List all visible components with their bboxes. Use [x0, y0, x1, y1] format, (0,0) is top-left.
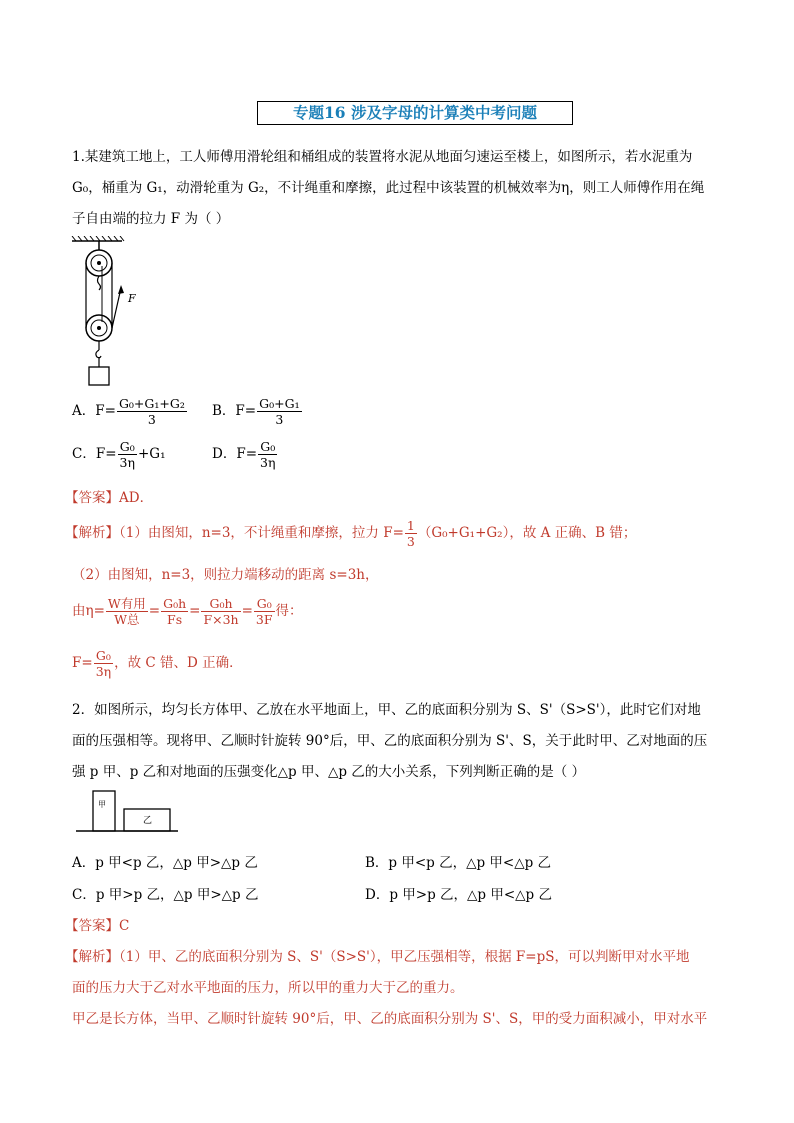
- option-d-prefix: D．F=: [212, 446, 258, 462]
- one-third-numerator: 1: [406, 518, 415, 533]
- q1-option-b[interactable]: [212, 396, 303, 427]
- efficiency-suffix: 得：: [275, 603, 303, 619]
- q2-analysis-line2: 面的压力大于乙对水平地面的压力，所以甲的重力大于乙的重力。: [72, 980, 464, 996]
- q2-stem-line3: 强 p 甲、p 乙和对地面的压强变化△p 甲、△p 乙的大小关系，下列判断正确的是（ ）: [72, 764, 586, 780]
- option-a-prefix: A．F=: [72, 403, 116, 419]
- result-fraction: [94, 648, 113, 679]
- q1-answer: [65, 486, 153, 506]
- page-title: 专题16 涉及字母的计算类中考问题: [257, 101, 573, 125]
- efficiency-fraction-2-numerator: G₀h: [163, 596, 187, 611]
- efficiency-fraction-4-denominator: 3F: [255, 612, 273, 627]
- option-c-suffix: +G₁: [137, 446, 166, 462]
- efficiency-fraction-3-numerator: G₀h: [201, 596, 240, 612]
- one-third-denominator: 3: [406, 534, 415, 549]
- efficiency-fraction-1: [106, 596, 148, 627]
- q2-analysis-line3: 甲乙是长方体，当甲、乙顺时针旋转 90°后，甲、乙的底面积分别为 S'、S，甲的受力面积减小，甲对水平: [72, 1011, 708, 1027]
- option-d-numerator: G₀: [258, 439, 277, 455]
- q1-analysis-line2: （2）由图知，n=3，则拉力端移动的距离 s=3h，: [72, 567, 379, 583]
- q1-stem-line1: 1.某建筑工地上，工人师傅用滑轮组和桶组成的装置将水泥从地面匀速运至楼上，如图所示，若水泥重为: [72, 149, 693, 165]
- force-label: F: [128, 292, 136, 305]
- efficiency-fraction-1-denominator: W总: [114, 612, 140, 627]
- q2-analysis-tag: 【解析】: [65, 949, 119, 965]
- hook-icon: [96, 350, 101, 358]
- q2-analysis1-text: （1）甲、乙的底面积分别为 S、S'（S>S'），甲乙压强相等，根据 F=pS，可以判断甲对水平地: [119, 949, 690, 965]
- efficiency-fraction-3: [201, 596, 240, 627]
- q1-stem-line2: G₀，桶重为 G₁，动滑轮重为 G₂，不计绳重和摩擦，此过程中该装置的机械效率为η，则工人师傅作用在绳: [72, 180, 705, 196]
- q2-answer: [65, 914, 129, 934]
- efficiency-fraction-2: [161, 596, 188, 627]
- analysis1-suffix: （G₀+G₁+G₂），故 A 正确、B 错；: [417, 525, 637, 541]
- option-b-numerator: G₀+G₁: [259, 396, 300, 411]
- option-d-fraction: [258, 439, 277, 470]
- force-arrow-icon: [118, 285, 124, 294]
- blocks-diagram: [74, 788, 184, 838]
- q2-option-a[interactable]: A．p 甲<p 乙，△p 甲>△p 乙: [72, 855, 258, 871]
- option-a-denominator: 3: [147, 412, 156, 427]
- option-a-numerator: G₀+G₁+G₂: [118, 396, 185, 411]
- option-b-denominator: 3: [275, 412, 284, 427]
- result-prefix: F=: [72, 655, 93, 671]
- analysis1-prefix: （1）由图知，n=3，不计绳重和摩擦，拉力 F=: [119, 525, 404, 541]
- q1-analysis-line1: [65, 518, 636, 549]
- q1-option-a[interactable]: [72, 396, 188, 427]
- q2-stem-line1: 2．如图所示，均匀长方体甲、乙放在水平地面上，甲、乙的底面积分别为 S、S'（S>S'），此时它们对地: [72, 702, 701, 718]
- q1-analysis-line4: [72, 648, 243, 679]
- block-jia-label: 甲: [98, 800, 106, 809]
- efficiency-fraction-3-denominator: F×3h: [203, 612, 239, 627]
- efficiency-prefix: 由η=: [72, 603, 105, 619]
- result-suffix: ，故 C 错、D 正确．: [114, 655, 243, 671]
- efficiency-fraction-2-denominator: Fs: [167, 612, 183, 627]
- analysis-tag: 【解析】: [65, 525, 119, 541]
- option-c-denominator: 3η: [119, 455, 135, 470]
- q2-answer-tag: 【答案】: [65, 918, 119, 934]
- result-numerator: G₀: [94, 648, 113, 664]
- efficiency-fraction-4-numerator: G₀: [254, 596, 275, 612]
- option-b-prefix: B．F=: [212, 403, 257, 419]
- q2-option-c[interactable]: C．p 甲>p 乙，△p 甲>△p 乙: [72, 887, 259, 903]
- q2-option-b[interactable]: B．p 甲<p 乙，△p 甲<△p 乙: [365, 855, 552, 871]
- q2-option-d[interactable]: D．p 甲>p 乙，△p 甲<△p 乙: [365, 887, 552, 903]
- option-c-fraction: [118, 439, 137, 470]
- efficiency-fraction-1-numerator: W有用: [107, 596, 146, 611]
- one-third-fraction: [405, 518, 417, 549]
- q2-answer-value: C: [119, 918, 130, 934]
- option-c-prefix: C．F=: [72, 446, 117, 462]
- q1-option-c[interactable]: [72, 439, 165, 470]
- answer-tag: 【答案】: [65, 490, 119, 506]
- q1-stem-line3: 子自由端的拉力 F 为（ ）: [72, 211, 230, 227]
- q1-option-d[interactable]: [212, 439, 278, 470]
- bucket-block: [89, 367, 109, 385]
- answer-value: AD．: [119, 490, 154, 506]
- q1-analysis-line3: 由η= $\frac{\text{W有用}}{\text{W总}}$ = $\frac{\text{G₀h}}{Fs}$ = $\frac{\text{G₀h}}{F\times 3h}$ = $\frac{\text{G₀}}{3F}$ 得：: [72, 596, 303, 627]
- block-jia: [93, 791, 115, 831]
- option-d-denominator: 3η: [260, 455, 276, 470]
- option-a-fraction: [117, 396, 187, 427]
- block-yi-label: 乙: [143, 816, 153, 826]
- pulley-diagram: [70, 236, 150, 388]
- option-b-fraction: [257, 396, 301, 427]
- option-c-numerator: G₀: [118, 439, 137, 455]
- result-denominator: 3η: [95, 664, 112, 679]
- q2-analysis-line1: [65, 945, 689, 965]
- efficiency-fraction-4: [254, 596, 275, 627]
- free-rope-end: [112, 288, 121, 328]
- q2-stem-line2: 面的压强相等。现将甲、乙顺时针旋转 90°后，甲、乙的底面积分别为 S'、S，关于此时甲、乙对地面的压: [72, 733, 708, 749]
